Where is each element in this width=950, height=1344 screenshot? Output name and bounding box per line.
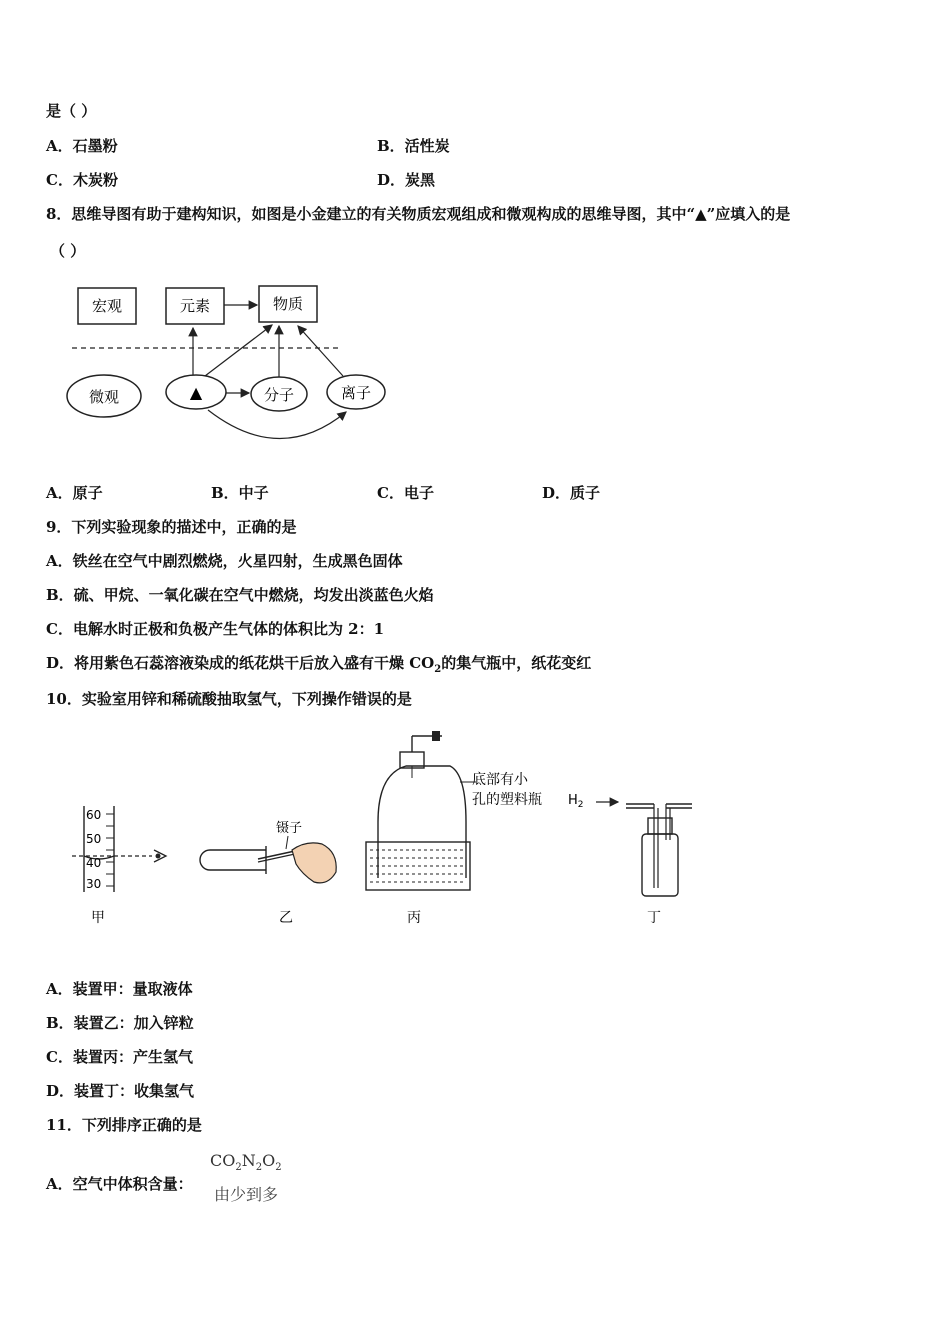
series-o: O xyxy=(262,1151,276,1170)
q9-option-c: C．电解水时正极和负极产生气体的体积比为 2：1 xyxy=(46,620,385,638)
substance-label: 物质 xyxy=(272,295,304,313)
q8-option-d: D．质子 xyxy=(542,484,601,502)
q7-option-a: A．石墨粉 xyxy=(46,137,118,155)
scale-40: 40 xyxy=(86,856,102,870)
h2-sub: 2 xyxy=(577,800,584,810)
bottle-note-line2: 孔的塑料瓶 xyxy=(472,792,542,808)
label-jia: 甲 xyxy=(91,910,105,926)
tweezers-label: 镊子 xyxy=(276,821,303,836)
hand-icon xyxy=(292,843,336,883)
question-fragment: 是（ ） xyxy=(46,102,97,120)
q9-option-a: A．铁丝在空气中剧烈燃烧，火星四射，生成黑色固体 xyxy=(46,552,403,570)
q9-stem: 9．下列实验现象的描述中，正确的是 xyxy=(46,518,297,536)
q8-mind-map xyxy=(60,280,400,450)
ion-label: 离子 xyxy=(340,384,372,402)
label-bing: 丙 xyxy=(407,910,421,926)
q9-option-b: B．硫、甲烷、一氧化碳在空气中燃烧，均发出淡蓝色火焰 xyxy=(46,586,434,604)
bottle-note-line1: 底部有小 xyxy=(472,772,528,788)
clamp xyxy=(432,731,440,741)
q7-option-c: C．木炭粉 xyxy=(46,171,118,189)
series-o-sub: 2 xyxy=(275,1162,282,1174)
arrow-triangle-to-substance xyxy=(205,325,272,376)
q9-option-d xyxy=(46,653,591,680)
q8-option-b: B．中子 xyxy=(211,484,269,502)
triangle-mark: ▲ xyxy=(189,383,203,402)
element-label: 元素 xyxy=(179,297,211,315)
macro-label: 宏观 xyxy=(91,297,123,315)
q8-option-a: A．原子 xyxy=(46,484,103,502)
series-n: N xyxy=(241,1151,256,1170)
arrow-ion-to-substance xyxy=(298,326,343,376)
label-yi: 乙 xyxy=(279,910,293,926)
series-n-sub: 2 xyxy=(255,1162,263,1174)
device-yi-tube xyxy=(200,820,336,883)
q10-stem: 10．实验室用锌和稀硫酸抽取氢气，下列操作错误的是 xyxy=(46,690,412,708)
device-ding-collector xyxy=(568,793,692,896)
q11-option-a-series xyxy=(210,1150,282,1179)
scale-60: 60 xyxy=(86,808,102,822)
q10-apparatus-figure xyxy=(70,722,710,932)
micro-label: 微观 xyxy=(88,388,120,406)
q9-co2-subscript: 2 xyxy=(434,664,442,675)
q10-option-c: C．装置丙：产生氢气 xyxy=(46,1048,193,1066)
q10-option-a: A．装置甲：量取液体 xyxy=(46,980,193,998)
q11-option-a-label: A．空气中体积含量： xyxy=(46,1175,193,1193)
q9-option-d-text: D．将用紫色石蕊溶液染成的纸花烘干后放入盛有干燥 CO xyxy=(46,654,435,672)
device-jia-cylinder xyxy=(72,806,166,892)
series-co-sub: 2 xyxy=(235,1162,242,1174)
q11-stem: 11．下列排序正确的是 xyxy=(46,1116,202,1134)
molecule-label: 分子 xyxy=(263,386,295,404)
q7-option-b: B．活性炭 xyxy=(377,137,450,155)
arrow-triangle-to-ion xyxy=(208,410,346,439)
q11-option-a-order: 由少到多 xyxy=(214,1185,279,1204)
q10-option-d: D．装置丁：收集氢气 xyxy=(46,1082,195,1100)
device-bing-generator xyxy=(366,731,542,890)
series-co: CO xyxy=(210,1151,236,1170)
q10-option-b: B．装置乙：加入锌粒 xyxy=(46,1014,194,1032)
scale-50: 50 xyxy=(86,832,102,846)
q9-option-d-tail: 的集气瓶中，纸花变红 xyxy=(441,654,592,672)
h2-main: H xyxy=(568,793,578,808)
label-ding: 丁 xyxy=(647,910,661,926)
q7-option-d: D．炭黑 xyxy=(377,171,436,189)
q8-stem: 8．思维导图有助于建构知识，如图是小金建立的有关物质宏观组成和微观构成的思维导图，其中“▲”应填入的是 xyxy=(46,205,791,223)
scale-30: 30 xyxy=(86,877,102,891)
q8-blank: （ ） xyxy=(50,242,86,260)
q8-option-c: C．电子 xyxy=(377,484,434,502)
h2-label xyxy=(568,793,584,810)
